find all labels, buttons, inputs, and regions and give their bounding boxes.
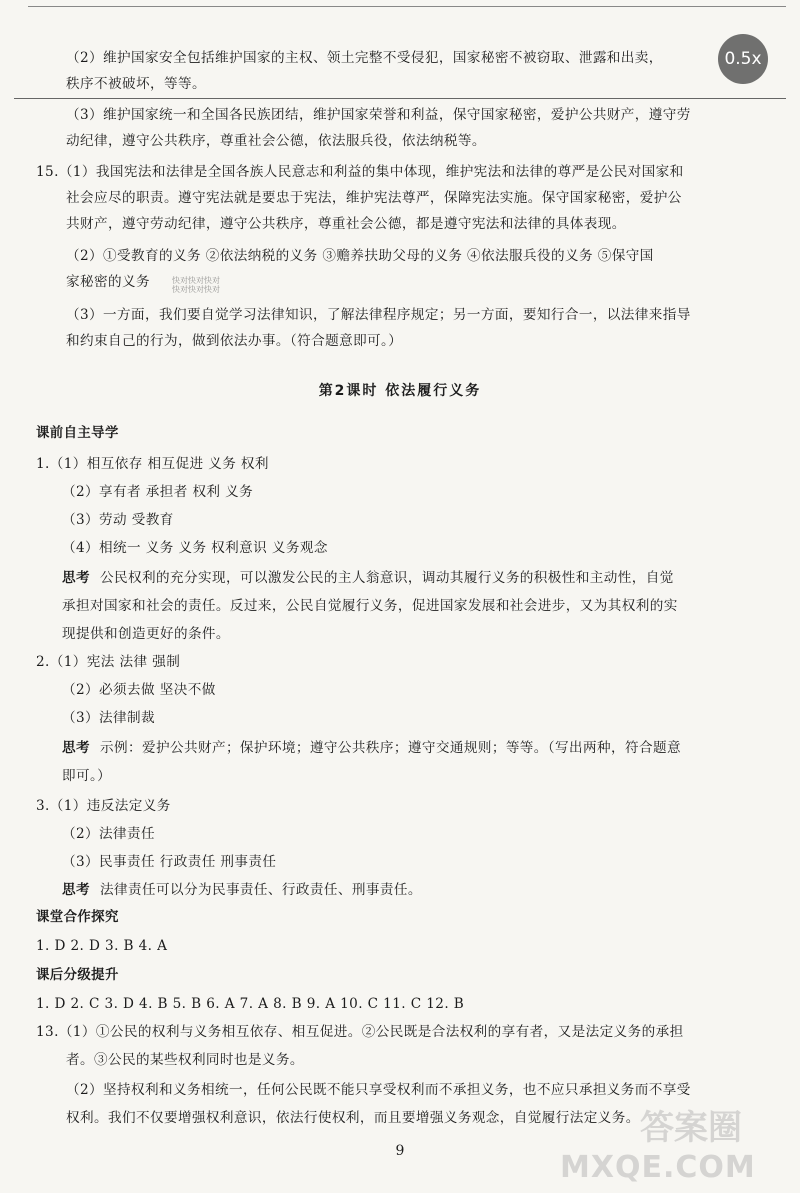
playback-speed-button[interactable]: 0.5x xyxy=(718,34,768,84)
divider-rule xyxy=(14,98,786,99)
think-paragraph: 思考 示例：爱护公共财产；保护环境；遵守公共秩序；遵守交通规则；等等。（写出两种，符合题意 xyxy=(62,740,681,756)
think-paragraph: 思考 法律责任可以分为民事责任、行政责任、刑事责任。 xyxy=(62,882,422,898)
text-line: （2）享有者 承担者 权利 义务 xyxy=(62,484,254,500)
think-label: 思考 xyxy=(62,740,90,756)
text-line: 即可。） xyxy=(62,768,112,784)
text-line: （3）民事责任 行政责任 刑事责任 xyxy=(62,854,277,870)
text-line: 共财产，遵守劳动纪律，遵守公共秩序，尊重社会公德，都是遵守宪法和法律的具体表现。 xyxy=(66,216,626,232)
text-line: （4）相统一 义务 义务 权利意识 义务观念 xyxy=(62,540,328,556)
heading-after-class: 课后分级提升 xyxy=(36,968,119,983)
page-number: 9 xyxy=(395,1143,405,1159)
text-line: 现提供和创造更好的条件。 xyxy=(62,626,230,642)
text-line: 社会应尽的职责。遵守宪法就是要忠于宪法，维护宪法尊严，保障宪法实施。保守国家秘密，爱护公 xyxy=(66,190,682,206)
text-line: 秩序不被破坏，等等。 xyxy=(66,76,206,92)
text-line: （3）维护国家统一和全国各民族团结，维护国家荣誉和利益，保守国家秘密，爱护公共财产，遵守劳 xyxy=(66,107,691,123)
classroom-answers: 1. D 2. D 3. B 4. A xyxy=(36,938,168,954)
text-line: 承担对国家和社会的责任。反过来，公民自觉履行义务，促进国家发展和社会进步，又为其权利的实 xyxy=(62,598,678,614)
text-line: （2）①受教育的义务 ②依法纳税的义务 ③赡养扶助父母的义务 ④依法服兵役的义务 ⑤保守国 xyxy=(66,248,654,264)
think-label: 思考 xyxy=(62,882,90,898)
text-line: （2）坚持权利和义务相统一，任何公民既不能只享受权利而不承担义务，也不应只承担义务而不享受 xyxy=(66,1082,691,1098)
heading-classroom: 课堂合作探究 xyxy=(36,910,119,925)
think-label: 思考 xyxy=(62,570,90,586)
text-line: 动纪律，遵守公共秩序，尊重社会公德，依法服兵役，依法纳税等。 xyxy=(66,133,486,149)
text-line: （3）一方面，我们要自觉学习法律知识，了解法律程序规定；另一方面，要知行合一，以法律来指导 xyxy=(66,307,691,323)
answer-stamp-watermark: 答案圈 xyxy=(640,1108,742,1148)
text-line: （2）维护国家安全包括维护国家的主权、领土完整不受侵犯，国家秘密不被窃取、泄露和出卖， xyxy=(66,50,663,66)
text-line: 和约束自己的行为，做到依法办事。（符合题意即可。） xyxy=(66,333,403,349)
section-title: 第2课时 依法履行义务 xyxy=(318,383,482,399)
text-line: （2）法律责任 xyxy=(62,826,156,842)
text-line: 权利。我们不仅要增强权利意识，依法行使权利，而且要增强义务观念，自觉履行法定义务。 xyxy=(66,1110,640,1126)
heading-preview: 课前自主导学 xyxy=(36,426,119,441)
top-rule xyxy=(28,6,786,7)
text-line: 2.（1）宪法 法律 强制 xyxy=(36,654,181,670)
text-line: （2）必须去做 坚决不做 xyxy=(62,682,216,698)
think-paragraph: 思考 公民权利的充分实现，可以激发公民的主人翁意识，调动其履行义务的积极性和主动性，自觉 xyxy=(62,570,674,586)
text-line: 家秘密的义务 xyxy=(66,274,150,290)
text-line: 者。③公民的某些权利同时也是义务。 xyxy=(66,1052,304,1068)
text-line: （3）劳动 受教育 xyxy=(62,512,174,528)
site-watermark: MXQE.COM xyxy=(560,1150,756,1185)
text-line: 3.（1）违反法定义务 xyxy=(36,798,171,814)
text-line: 15.（1）我国宪法和法律是全国各族人民意志和利益的集中体现，维护宪法和法律的尊严是公民对国家和 xyxy=(36,164,684,180)
answer-row: 1. D 2. C 3. D 4. B 5. B 6. A 7. A 8. B 9. A 10. C 11. C 12. B xyxy=(36,996,465,1012)
text-line: 13.（1）①公民的权利与义务相互依存、相互促进。②公民既是合法权利的享有者，又是法定义务的承担 xyxy=(36,1024,684,1040)
text-line: （3）法律制裁 xyxy=(62,710,156,726)
watermark-text: 快对快对快对 快对快对快对 xyxy=(172,276,220,294)
text-line: 1.（1）相互依存 相互促进 义务 权利 xyxy=(36,456,269,472)
